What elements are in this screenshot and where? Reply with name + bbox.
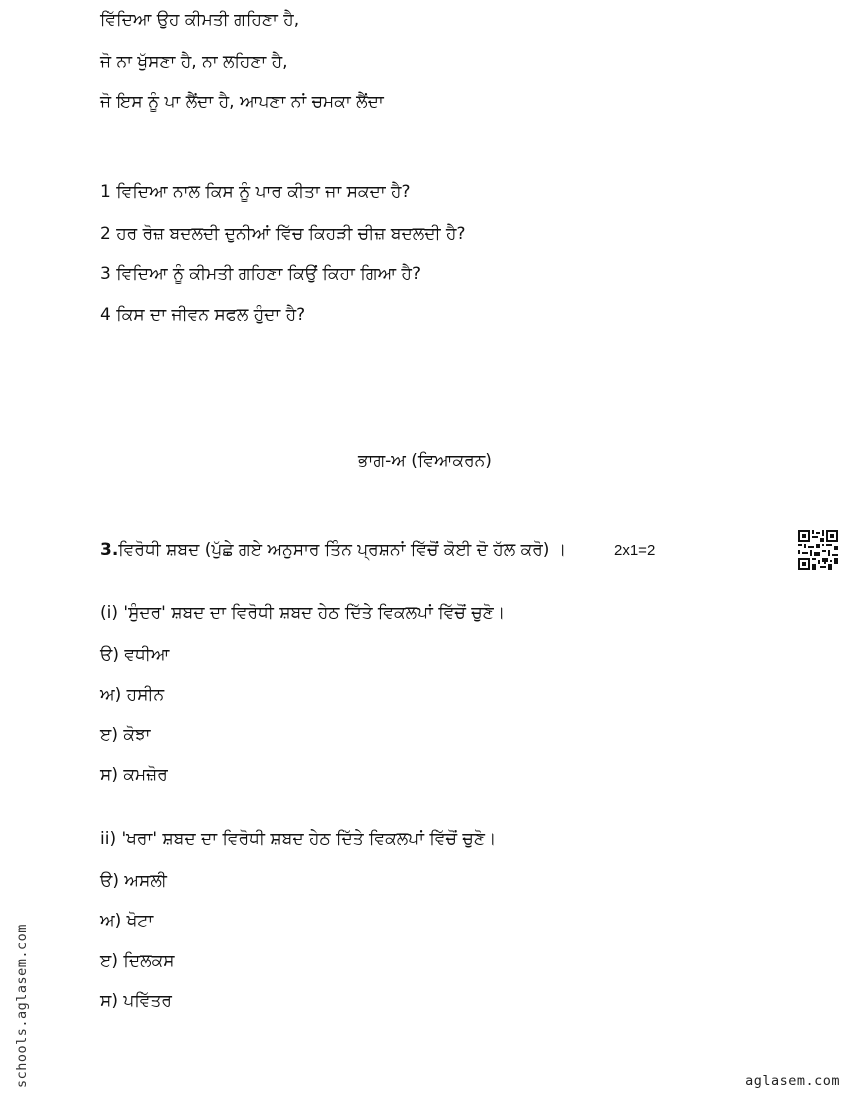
- poem-line-1: ਵਿੱਦਿਆ ਉਹ ਕੀਮਤੀ ਗਹਿਣਾ ਹੈ,: [100, 10, 300, 30]
- sub-question-1-prompt: (i) 'ਸੁੰਦਰ' ਸ਼ਬਦ ਦਾ ਵਿਰੋਧੀ ਸ਼ਬਦ ਹੇਠ ਦਿੱਤੇ ਵਿਕਲਪਾਂ ਵਿੱਚੋਂ ਚੁਣੋ।: [100, 603, 506, 623]
- comprehension-question-3: 3 ਵਿਦਿਆ ਨੂੰ ਕੀਮਤੀ ਗਹਿਣਾ ਕਿਉਂ ਕਿਹਾ ਗਿਆ ਹੈ?: [100, 264, 421, 284]
- side-watermark: schools.aglasem.com: [14, 924, 30, 1088]
- sub-question-1-option-c: ੲ) ਕੋਝਾ: [100, 725, 151, 745]
- question-3: [100, 539, 566, 561]
- section-heading: ਭਾਗ-ਅ (ਵਿਆਕਰਨ): [358, 451, 492, 471]
- sub-question-1-option-b: ਅ) ਹਸੀਨ: [100, 685, 165, 705]
- sub-question-2-option-d: ਸ) ਪਵਿੱਤਰ: [100, 991, 172, 1011]
- question-3-number: 3.: [100, 540, 119, 560]
- sub-question-2-prompt: ii) 'ਖਰਾ' ਸ਼ਬਦ ਦਾ ਵਿਰੋਧੀ ਸ਼ਬਦ ਹੇਠ ਦਿੱਤੇ ਵਿਕਲਪਾਂ ਵਿੱਚੋਂ ਚੁਣੋ।: [100, 829, 497, 849]
- qr-code-icon: [798, 530, 838, 570]
- comprehension-question-4: 4 ਕਿਸ ਦਾ ਜੀਵਨ ਸਫਲ ਹੁੰਦਾ ਹੈ?: [100, 305, 306, 325]
- comprehension-question-1: 1 ਵਿਦਿਆ ਨਾਲ ਕਿਸ ਨੂੰ ਪਾਰ ਕੀਤਾ ਜਾ ਸਕਦਾ ਹੈ?: [100, 182, 411, 202]
- sub-question-1-option-d: ਸ) ਕਮਜ਼ੋਰ: [100, 765, 168, 785]
- sub-question-1-option-a: ੳ) ਵਧੀਆ: [100, 645, 170, 665]
- sub-question-2-option-b: ਅ) ਖੋਟਾ: [100, 911, 154, 931]
- question-3-text: ਵਿਰੋਧੀ ਸ਼ਬਦ (ਪੁੱਛੇ ਗਏ ਅਨੁਸਾਰ ਤਿੰਨ ਪ੍ਰਸ਼ਨਾਂ ਵਿੱਚੋਂ ਕੋਈ ਦੋ ਹੱਲ ਕਰੋ) ।: [118, 540, 567, 560]
- sub-question-2-option-c: ੲ) ਦਿਲਕਸ: [100, 951, 175, 971]
- poem-line-3: ਜੋ ਇਸ ਨੂੰ ਪਾ ਲੈਂਦਾ ਹੈ, ਆਪਣਾ ਨਾਂ ਚਮਕਾ ਲੈਂਦਾ: [100, 92, 384, 112]
- question-3-marks: 2x1=2: [614, 542, 656, 559]
- sub-question-2-option-a: ੳ) ਅਸਲੀ: [100, 871, 167, 891]
- comprehension-question-2: 2 ਹਰ ਰੋਜ਼ ਬਦਲਦੀ ਦੁਨੀਆਂ ਵਿੱਚ ਕਿਹੜੀ ਚੀਜ਼ ਬਦਲਦੀ ਹੈ?: [100, 224, 466, 244]
- footer-watermark: aglasem.com: [745, 1073, 840, 1089]
- poem-line-2: ਜੋ ਨਾ ਖੁੱਸਣਾ ਹੈ, ਨਾ ਲਹਿਣਾ ਹੈ,: [100, 52, 288, 72]
